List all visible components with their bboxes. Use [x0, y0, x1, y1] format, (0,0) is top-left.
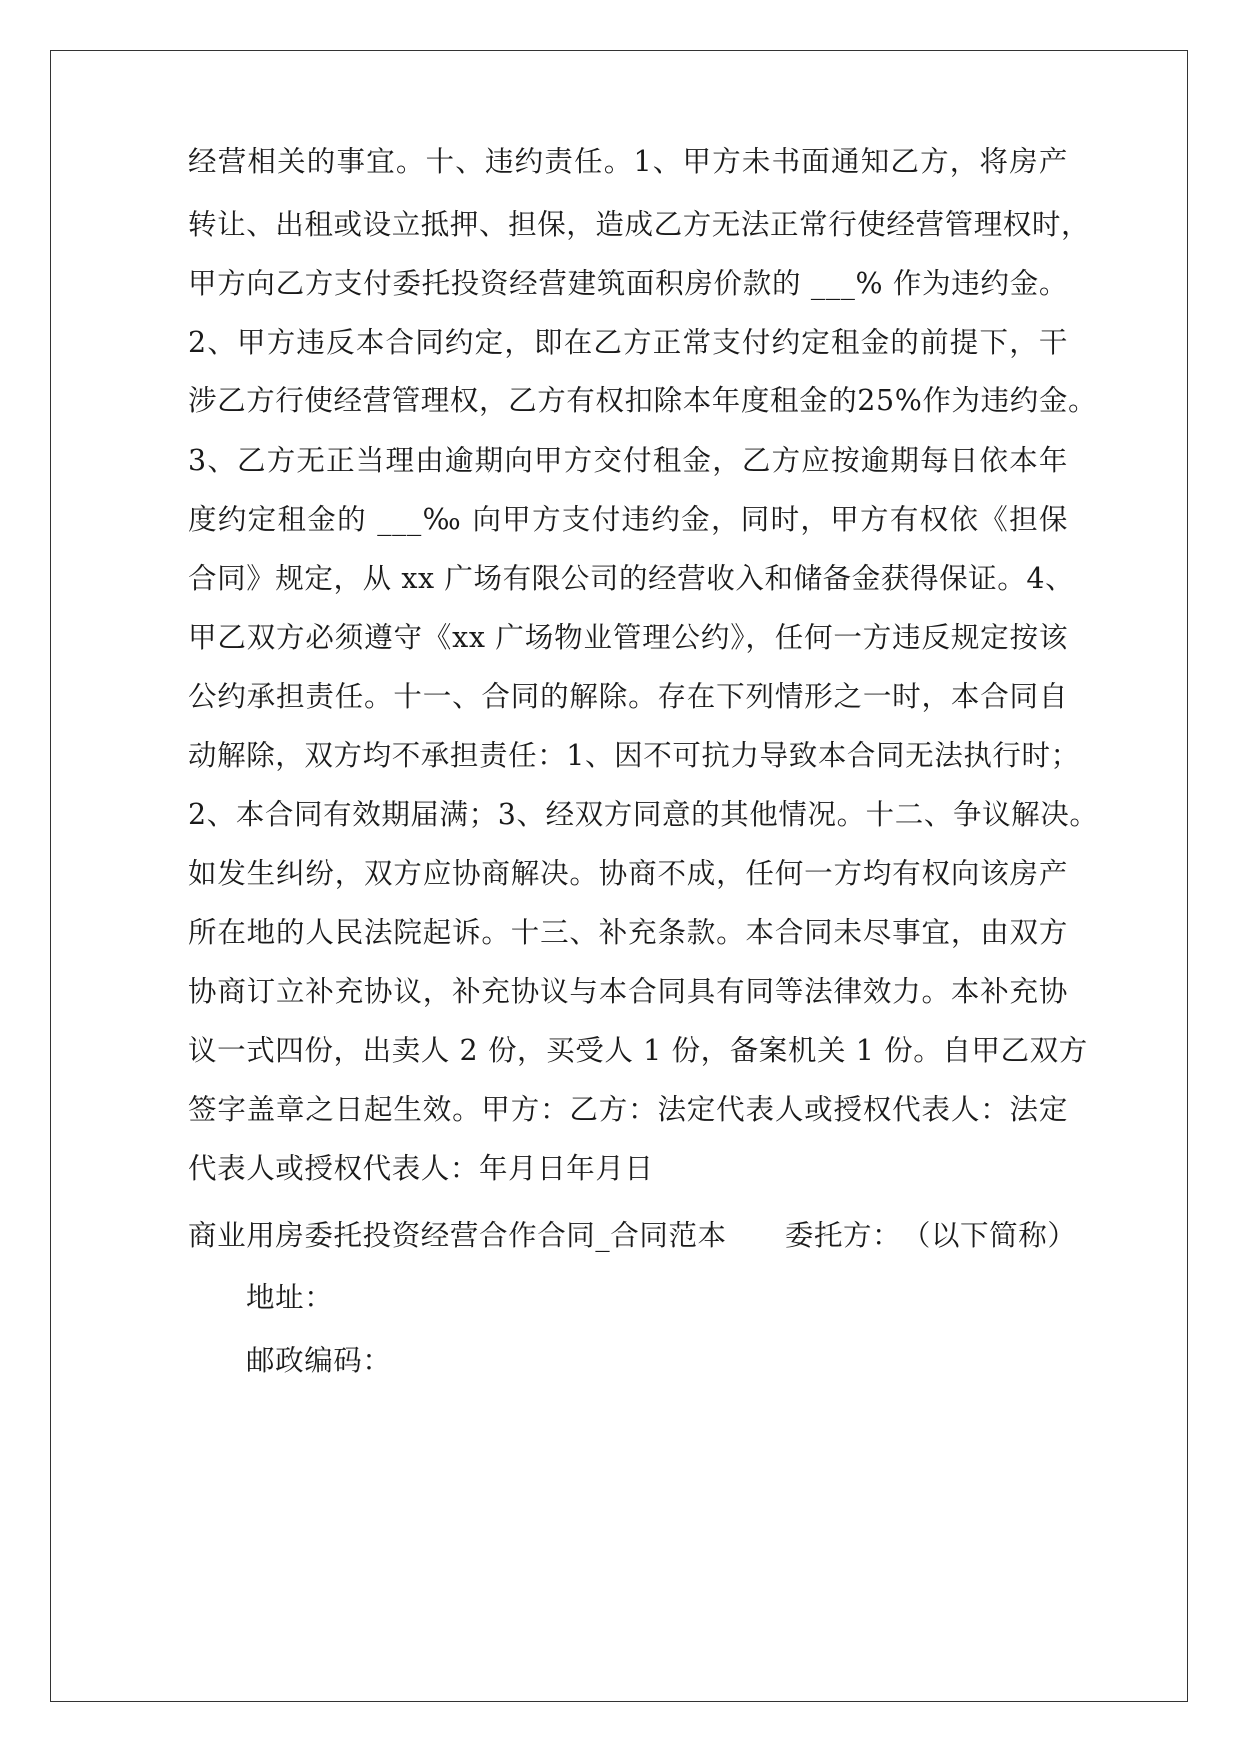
postal-code-label: 邮政编码：: [246, 1344, 392, 1377]
text-line: 度约定租金的 ___‰ 向甲方支付违约金，同时，甲方有权依《担保: [188, 503, 1068, 536]
text-line: 2、甲方违反本合同约定，即在乙方正常支付约定租金的前提下，干: [188, 326, 1068, 359]
contract-title-line: 商业用房委托投资经营合作合同_合同范本 委托方： （以下简称）: [188, 1219, 1077, 1252]
text-line: 经营相关的事宜。十、违约责任。1、甲方未书面通知乙方，将房产: [188, 145, 1068, 178]
text-line: 议一式四份，出卖人 2 份，买受人 1 份，备案机关 1 份。自甲乙双方: [188, 1034, 1088, 1067]
text-line: 合同》规定，从 xx 广场有限公司的经营收入和储备金获得保证。4、: [188, 562, 1075, 595]
text-line: 如发生纠纷，双方应协商解决。协商不成，任何一方均有权向该房产: [188, 857, 1068, 890]
address-label: 地址：: [246, 1281, 334, 1314]
text-line: 所在地的人民法院起诉。十三、补充条款。本合同未尽事宜，由双方: [188, 916, 1068, 949]
text-line: 甲乙双方必须遵守《xx 广场物业管理公约》，任何一方违反规定按该: [188, 621, 1068, 654]
text-line: 动解除，双方均不承担责任：1、因不可抗力导致本合同无法执行时；: [188, 739, 1080, 772]
text-line: 涉乙方行使经营管理权，乙方有权扣除本年度租金的25%作为违约金。: [188, 384, 1098, 417]
text-line: 3、乙方无正当理由逾期向甲方交付租金，乙方应按逾期每日依本年: [188, 444, 1068, 477]
text-line: 转让、出租或设立抵押、担保，造成乙方无法正常行使经营管理权时，: [188, 208, 1091, 241]
text-line: 公约承担责任。十一、合同的解除。存在下列情形之一时，本合同自: [188, 680, 1068, 713]
text-line: 代表人或授权代表人：年月日年月日: [188, 1152, 654, 1185]
text-line: 协商订立补充协议，补充协议与本合同具有同等法律效力。本补充协: [188, 975, 1068, 1008]
text-line: 签字盖章之日起生效。甲方：乙方：法定代表人或授权代表人：法定: [188, 1093, 1068, 1126]
text-line: 2、本合同有效期届满；3、经双方同意的其他情况。十二、争议解决。: [188, 798, 1099, 831]
text-line: 甲方向乙方支付委托投资经营建筑面积房价款的 ___% 作为违约金。: [188, 267, 1068, 300]
